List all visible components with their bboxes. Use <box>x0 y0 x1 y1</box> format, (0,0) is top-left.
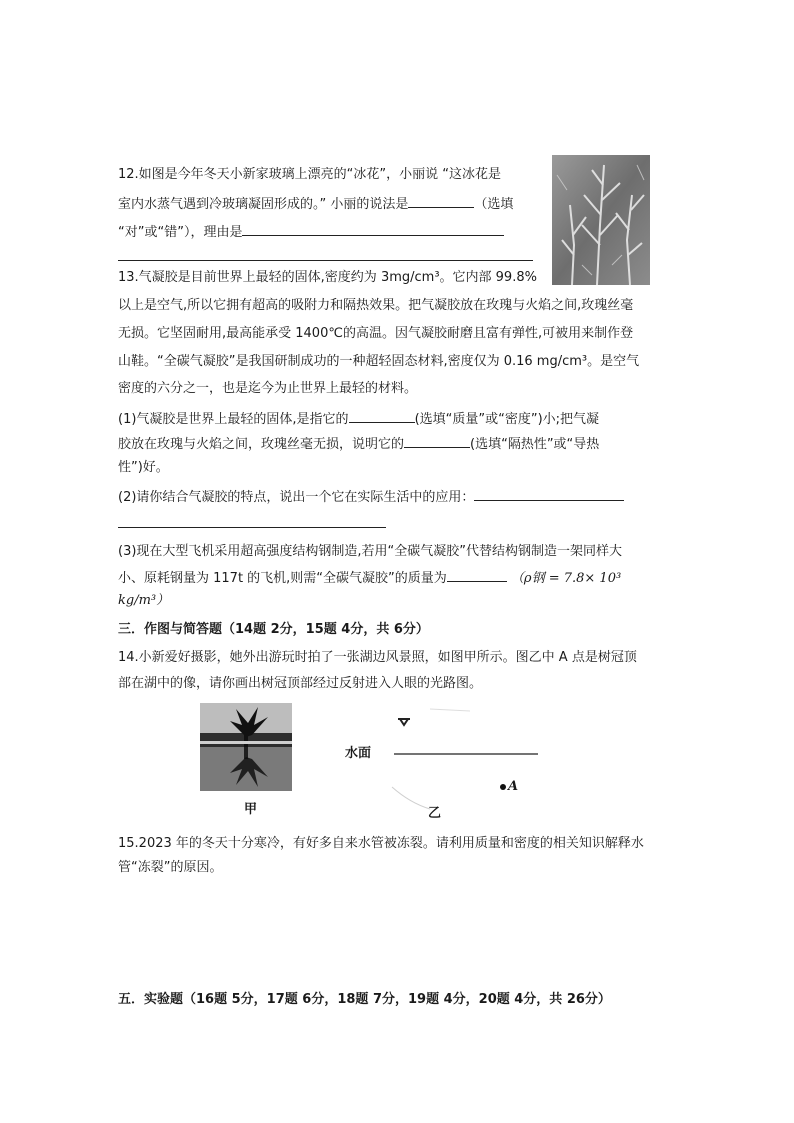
q12-reason-blank-line-2[interactable] <box>118 260 533 261</box>
image-point-a[interactable] <box>500 784 506 790</box>
q15-line-2: 管“冻裂”的原因。 <box>118 860 223 875</box>
q13-sub1-blank-2[interactable] <box>404 433 470 448</box>
ice-flower-image <box>552 155 650 285</box>
lake-photo <box>200 703 292 791</box>
q13-sub1-line-3: 性”)好。 <box>118 460 169 475</box>
q14-line-2: 部在湖中的像，请你画出树冠顶部经过反射进入人眼的光路图。 <box>118 676 483 691</box>
q13-line-4: 山鞋。“全碳气凝胶”是我国研制成功的一种超轻固态材料,密度仅为 0.16 mg/cm³。是空气 <box>118 354 640 369</box>
q13-sub3-line-2 <box>118 567 621 589</box>
q13-line-2: 以上是空气,所以它拥有超高的吸附力和隔热效果。把气凝胶放在玫瑰与火焰之间,玫瑰丝毫 <box>118 298 634 313</box>
q12-line-2-suffix: （选填 <box>474 197 514 212</box>
q12-line-3-text: “对”或“错”），理由是 <box>118 225 243 240</box>
figure-yi-label: 乙 <box>428 806 442 821</box>
q13-sub1-line-2 <box>118 433 599 455</box>
q13-sub3-blank[interactable] <box>447 567 507 582</box>
faint-guide-mark-top <box>430 709 470 711</box>
section-3-heading: 三．作图与简答题（14题 2分，15题 4分，共 6分） <box>118 622 429 637</box>
q13-sub1-text-b: (选填“质量”或“密度”)小;把气凝 <box>414 412 600 427</box>
steel-density-formula: （ρ钢 = 7.8× 10³ <box>510 571 622 586</box>
q13-line-3: 无损。它坚固耐用,最高能承受 1400℃的高温。因气凝胶耐磨且富有弹性,可被用来制作登 <box>118 326 634 341</box>
q13-sub2-blank-line-2[interactable] <box>118 527 386 528</box>
q13-sub1-text-c: 胶放在玫瑰与火焰之间，玫瑰丝毫无损，说明它的 <box>118 437 405 452</box>
q13-sub1-line-1 <box>118 408 599 430</box>
q15-line-1: 15.2023 年的冬天十分寒冷，有好多自来水管被冻裂。请利用质量和密度的相关知识解释水 <box>118 836 644 851</box>
q14-line-1: 14.小新爱好摄影，她外出游玩时拍了一张湖边风景照，如图甲所示。图乙中 A 点是树冠顶 <box>118 650 637 665</box>
q12-answer-blank[interactable] <box>408 193 474 208</box>
q13-sub3-line-1: (3)现在大型飞机采用超高强度结构钢制造,若用“全碳气凝胶”代替结构钢制造一架同样大 <box>118 544 623 559</box>
q13-sub2-text: (2)请你结合气凝胶的特点，说出一个它在实际生活中的应用： <box>118 490 475 505</box>
q12-line-1: 12.如图是今年冬天小新家玻璃上漂亮的“冰花”，小丽说 “这冰花是 <box>118 167 502 182</box>
ice-flower-photo <box>552 155 650 285</box>
q13-sub2-line <box>118 486 624 508</box>
section-5-heading: 五．实验题（16题 5分，17题 6分，18题 7分，19题 4分，20题 4分，共 26分） <box>118 992 611 1007</box>
q13-sub1-text-d: (选填“隔热性”或“导热 <box>470 437 600 452</box>
q12-line-2-text: 室内水蒸气遇到冷玻璃凝固形成的。” 小丽的说法是 <box>118 197 409 212</box>
q12-reason-blank[interactable] <box>242 221 504 236</box>
q13-line-1: 13.气凝胶是目前世界上最轻的固体,密度约为 3mg/cm³。它内部 99.8% <box>118 270 537 285</box>
q13-sub2-blank[interactable] <box>474 486 624 501</box>
point-a-label: A <box>508 779 519 794</box>
q12-line-3 <box>118 221 504 243</box>
figure-jia-label: 甲 <box>244 802 258 817</box>
faint-guide-mark <box>392 787 430 809</box>
q13-sub3-text: 小、原耗钢量为 117t 的飞机,则需“全碳气凝胶”的质量为 <box>118 571 447 586</box>
q13-sub1-blank-1[interactable] <box>349 408 415 423</box>
steel-density-unit: kg/m³） <box>118 593 170 608</box>
q13-line-5: 密度的六分之一，也是迄今为止世界上最轻的材料。 <box>118 381 418 396</box>
water-surface-label: 水面 <box>345 746 372 761</box>
tree-top-marker <box>398 719 410 725</box>
lake-photo-image <box>200 703 292 791</box>
q13-sub1-text-a: (1)气凝胶是世界上最轻的固体,是指它的 <box>118 412 349 427</box>
q12-line-2 <box>118 193 513 215</box>
